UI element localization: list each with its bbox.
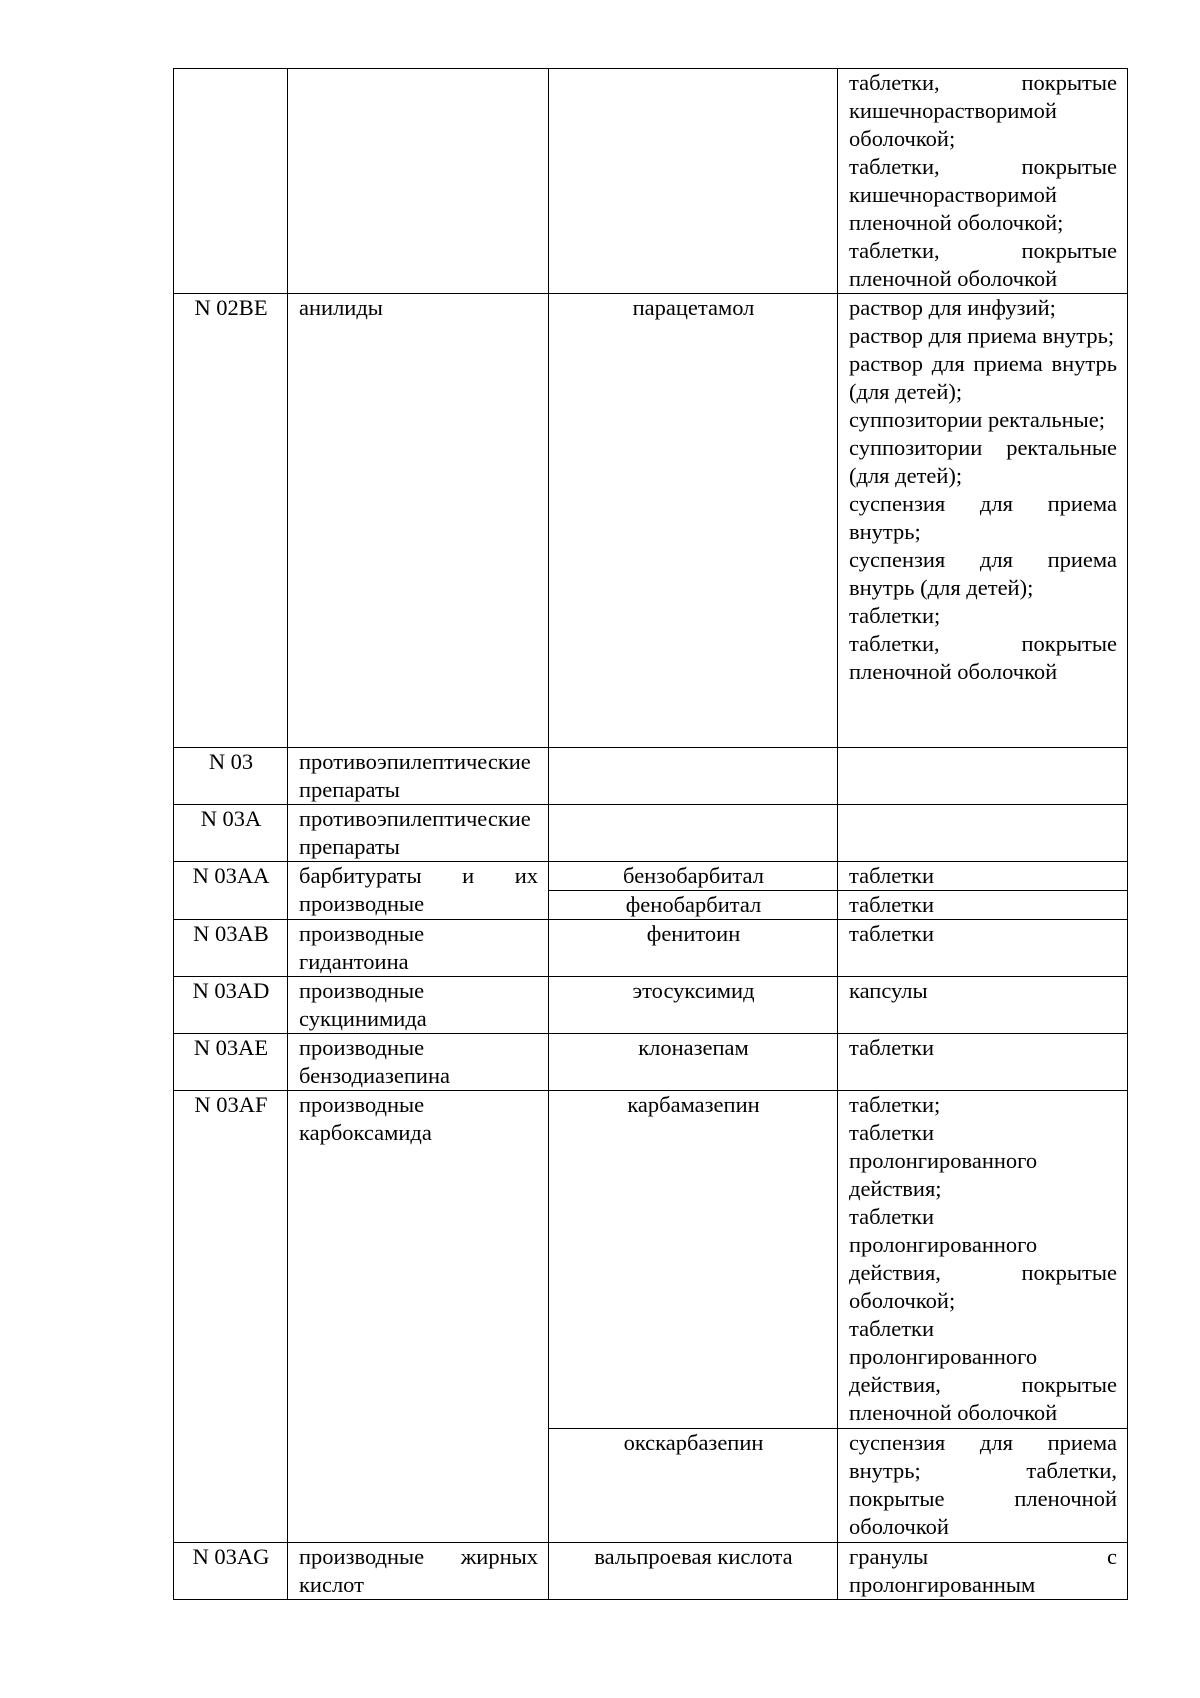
dosage-form-cell bbox=[838, 805, 1128, 862]
group-cell: барбитураты и их производные bbox=[288, 862, 549, 920]
inn-cell bbox=[549, 805, 838, 862]
table-row bbox=[174, 1091, 1128, 1429]
group-cell: производные гидантоина bbox=[288, 920, 549, 977]
inn-cell bbox=[549, 69, 838, 294]
dosage-form: таблетки bbox=[849, 1035, 935, 1060]
inn-cell: этосуксимид bbox=[549, 977, 838, 1034]
dosage-form: таблетки, покрытые кишечнорастворимой оболочкой; bbox=[849, 70, 1117, 151]
atc-code-cell: N 03AB bbox=[174, 920, 288, 977]
inn-cell: фенобарбитал bbox=[549, 891, 838, 920]
table-row bbox=[174, 1034, 1128, 1091]
dosage-form: таблетки bbox=[849, 892, 935, 917]
atc-code-cell: N 03A bbox=[174, 805, 288, 862]
table-row bbox=[174, 977, 1128, 1034]
table-row bbox=[174, 920, 1128, 977]
table-row bbox=[174, 69, 1128, 294]
dosage-form-cell bbox=[838, 891, 1128, 920]
medication-table bbox=[173, 68, 1128, 1600]
group-cell: анилиды bbox=[288, 294, 549, 748]
dosage-form: раствор для инфузий; bbox=[849, 295, 1056, 320]
dosage-form: таблетки, покрытые кишечнорастворимой пленочной оболочкой; bbox=[849, 154, 1117, 235]
dosage-form-cell bbox=[838, 1091, 1128, 1429]
dosage-form: таблетки пролонгированного действия, покрытые оболочкой; bbox=[849, 1204, 1117, 1313]
dosage-form: таблетки bbox=[849, 921, 935, 946]
dosage-form: таблетки пролонгированного действия, покрытые пленочной оболочкой bbox=[849, 1316, 1117, 1425]
atc-code-cell: N 03AG bbox=[174, 1543, 288, 1600]
atc-code-cell: N 03AD bbox=[174, 977, 288, 1034]
dosage-form-cell bbox=[838, 920, 1128, 977]
dosage-form: таблетки; bbox=[849, 603, 941, 628]
table-row bbox=[174, 294, 1128, 748]
inn-cell: вальпроевая кислота bbox=[549, 1543, 838, 1600]
inn-cell: бензобарбитал bbox=[549, 862, 838, 891]
dosage-form: суспензия для приема внутрь; bbox=[849, 491, 1117, 544]
dosage-form: суппозитории ректальные (для детей); bbox=[849, 435, 1117, 488]
table-row bbox=[174, 748, 1128, 805]
table-row bbox=[174, 1543, 1128, 1600]
dosage-form: суппозитории ректальные; bbox=[849, 407, 1105, 432]
group-cell: производные жирных кислот bbox=[288, 1543, 549, 1600]
dosage-form-cell bbox=[838, 1543, 1128, 1600]
group-cell: производные карбоксамида bbox=[288, 1091, 549, 1543]
inn-cell: окскарбазепин bbox=[549, 1429, 838, 1543]
inn-cell: парацетамол bbox=[549, 294, 838, 748]
group-cell: противоэпилептические препараты bbox=[288, 748, 549, 805]
dosage-form: капсулы bbox=[849, 978, 928, 1003]
group-cell: противоэпилептические препараты bbox=[288, 805, 549, 862]
group-cell bbox=[288, 69, 549, 294]
inn-cell: карбамазепин bbox=[549, 1091, 838, 1429]
group-cell: производные сукцинимида bbox=[288, 977, 549, 1034]
dosage-form: таблетки bbox=[849, 863, 935, 888]
table-row bbox=[174, 862, 1128, 891]
dosage-form-cell bbox=[838, 862, 1128, 891]
atc-code-cell bbox=[174, 69, 288, 294]
inn-cell: клоназепам bbox=[549, 1034, 838, 1091]
inn-cell bbox=[549, 748, 838, 805]
dosage-form: таблетки пролонгированного действия; bbox=[849, 1120, 1038, 1201]
atc-code-cell: N 02BE bbox=[174, 294, 288, 748]
inn-cell: фенитоин bbox=[549, 920, 838, 977]
dosage-form: таблетки, покрытые пленочной оболочкой bbox=[849, 631, 1117, 684]
atc-code-cell: N 03 bbox=[174, 748, 288, 805]
dosage-form-cell bbox=[838, 748, 1128, 805]
dosage-form: раствор для приема внутрь (для детей); bbox=[849, 351, 1117, 404]
dosage-form-cell bbox=[838, 1429, 1128, 1543]
table-row bbox=[174, 805, 1128, 862]
dosage-form: таблетки; bbox=[849, 1092, 941, 1117]
dosage-form-cell bbox=[838, 294, 1128, 748]
dosage-form: суспензия для приема внутрь; таблетки, покрытые пленочной оболочкой bbox=[849, 1430, 1117, 1539]
dosage-form: суспензия для приема внутрь (для детей); bbox=[849, 547, 1117, 600]
atc-code-cell: N 03AE bbox=[174, 1034, 288, 1091]
dosage-form: раствор для приема внутрь; bbox=[849, 323, 1115, 348]
dosage-form-cell bbox=[838, 69, 1128, 294]
dosage-form: гранулы с пролонгированным bbox=[849, 1544, 1117, 1597]
dosage-form: таблетки, покрытые пленочной оболочкой bbox=[849, 238, 1117, 291]
atc-code-cell: N 03AF bbox=[174, 1091, 288, 1543]
dosage-form-cell bbox=[838, 1034, 1128, 1091]
dosage-form-cell bbox=[838, 977, 1128, 1034]
group-cell: производные бензодиазепина bbox=[288, 1034, 549, 1091]
atc-code-cell: N 03AA bbox=[174, 862, 288, 920]
